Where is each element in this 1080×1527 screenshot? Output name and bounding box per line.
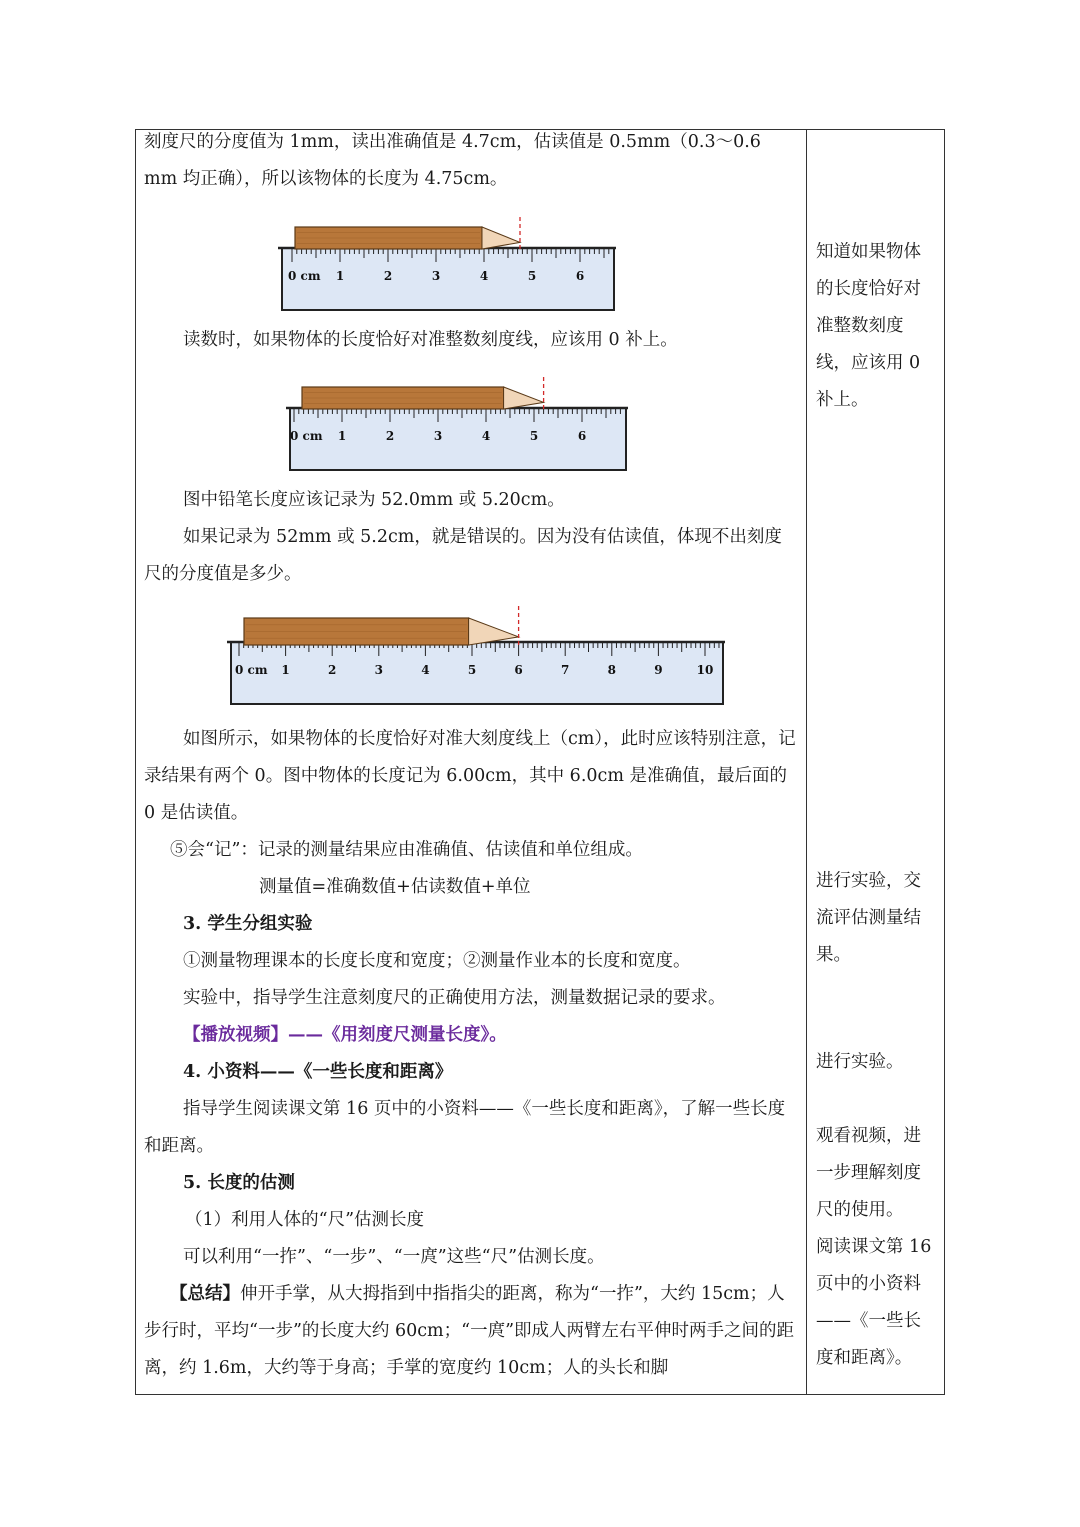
pencil-tip (482, 227, 520, 249)
ruler-3-svg (219, 600, 739, 710)
ruler-cm-label: 4 (481, 429, 491, 443)
summary-label: 【总结】 (170, 1284, 240, 1304)
ruler-unit-label: 0 cm (235, 663, 268, 677)
ruler-cm-label: 10 (696, 663, 714, 677)
ruler-cm-label: 3 (374, 663, 383, 677)
side-note-zero-fill: 知道如果物体的长度恰好对准整数刻度线，应该用 0 补上。 (816, 242, 921, 410)
ruler-cm-label: 3 (433, 429, 443, 443)
pencil-tip (504, 387, 544, 409)
ruler-cm-label: 6 (514, 663, 523, 677)
paragraph-measure-tasks: ①测量物理课本的长度长度和宽度；②测量作业本的长度和宽度。 (183, 951, 691, 971)
paragraph-wrong-record: 如果记录为 52mm 或 5.2cm，就是错误的。因为没有估读值，体现不出刻度尺的分度值是多少。 (144, 527, 782, 584)
ruler-figure-2 (272, 375, 632, 489)
main-column (144, 130, 798, 1396)
paragraph-big-tick: 如图所示，如果物体的长度恰好对准大刻度线上（cm），此时应该特别注意，记录结果有两个 0。图中物体的长度记为 6.00cm，其中 6.0cm 是准确值，最后面的 0 是估读值。 (144, 729, 796, 823)
ruler-cm-label: 5 (467, 663, 477, 677)
ruler-cm-label: 8 (607, 663, 616, 677)
ruler-cm-label: 4 (479, 269, 489, 283)
ruler-body (231, 642, 723, 704)
paragraph-reading-example: 刻度尺的分度值为 1mm，读出准确值是 4.7cm，估读值是 0.5mm（0.3～0.6 mm 均正确），所以该物体的长度为 4.75cm。 (144, 132, 761, 189)
paragraph-body-units: 可以利用“一拃”、“一步”、“一庹”这些“尺”估测长度。 (183, 1247, 605, 1267)
formula-text: 测量值=准确数值+估读数值+单位 (259, 877, 531, 897)
ruler-2-svg (272, 375, 632, 475)
ruler-cm-label: 6 (575, 269, 585, 283)
paragraph-summary (144, 1276, 798, 1387)
ruler-cm-label: 6 (577, 429, 587, 443)
ruler-cm-label: 4 (421, 663, 430, 677)
ruler-unit-label: 0 cm (290, 429, 323, 443)
paragraph-body-ruler: （1）利用人体的“尺”估测长度 (185, 1210, 425, 1230)
side-note-experiment: 进行实验，交流评估测量结果。 (816, 871, 921, 965)
paragraph-guidance: 实验中，指导学生注意刻度尺的正确使用方法，测量数据记录的要求。 (183, 988, 726, 1008)
ruler-cm-label: 2 (385, 429, 395, 443)
heading-reading-material: 4. 小资料——《一些长度和距离》 (183, 1062, 453, 1082)
ruler-cm-label: 1 (337, 429, 347, 443)
ruler-unit-label: 0 cm (288, 269, 321, 283)
summary-text: 伸开手掌，从大拇指到中指指尖的距离，称为“一拃”，大约 15cm；人步行时，平均“一步”的长度大约 60cm；“一庹”即成人两臂左右平伸时两手之间的距离，约 1.6m，大约等于身高；手掌的宽度约 10cm；人的头长和脚 (144, 1284, 795, 1378)
paragraph-record-rule: ⑤会“记”：记录的测量结果应由准确值、估读值和单位组成。 (170, 840, 643, 860)
ruler-cm-label: 5 (527, 269, 537, 283)
heading-group-experiment: 3. 学生分组实验 (183, 914, 313, 934)
lesson-table (135, 129, 945, 1395)
ruler-figure-3 (219, 600, 739, 724)
ruler-cm-label: 1 (281, 663, 290, 677)
side-note-do-experiment: 进行实验。 (816, 1052, 904, 1072)
video-link[interactable]: 【播放视频】——《用刻度尺测量长度》。 (183, 1025, 507, 1045)
ruler-figure-1 (270, 215, 630, 329)
paragraph-reading-guide: 指导学生阅读课文第 16 页中的小资料——《一些长度和距离》，了解一些长度和距离。 (144, 1099, 786, 1156)
paragraph-pencil-record: 图中铅笔长度应该记录为 52.0mm 或 5.20cm。 (183, 490, 565, 510)
ruler-1-svg (270, 215, 630, 315)
ruler-cm-label: 9 (654, 663, 663, 677)
ruler-body (282, 248, 614, 310)
ruler-cm-label: 2 (328, 663, 337, 677)
ruler-cm-label: 7 (561, 663, 570, 677)
side-note-reading: 阅读课文第 16 页中的小资料——《一些长度和距离》。 (816, 1237, 932, 1368)
ruler-cm-label: 1 (335, 269, 345, 283)
heading-estimation: 5. 长度的估测 (183, 1173, 295, 1193)
side-note-watch-video: 观看视频，进一步理解刻度尺的使用。 (816, 1126, 921, 1220)
ruler-cm-label: 2 (383, 269, 393, 283)
ruler-cm-label: 5 (529, 429, 539, 443)
ruler-cm-label: 3 (431, 269, 441, 283)
column-divider (806, 130, 807, 1394)
paragraph-zero-fill: 读数时，如果物体的长度恰好对准整数刻度线，应该用 0 补上。 (183, 330, 678, 350)
